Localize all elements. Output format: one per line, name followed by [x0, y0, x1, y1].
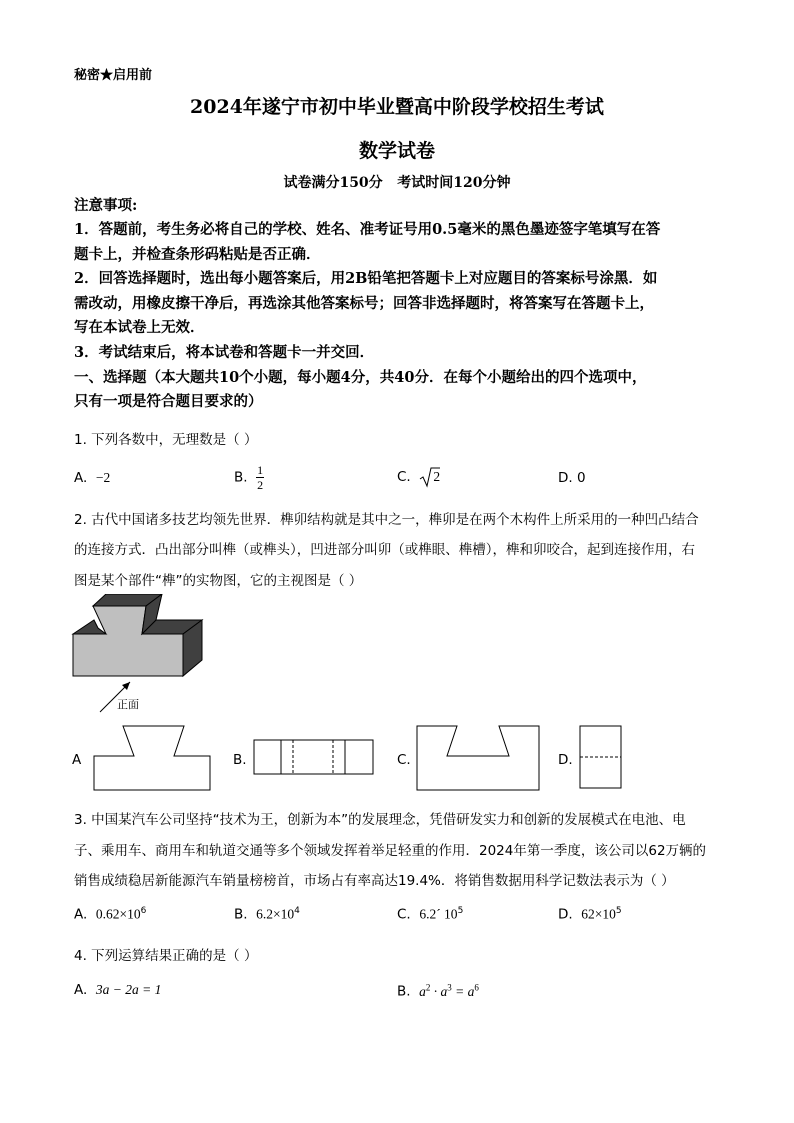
- q3-option-c: C. 6.2´ $10^5$: [397, 906, 464, 923]
- q2-option-b-figure[interactable]: [253, 738, 375, 778]
- notice-line-2: 题卡上，并检查条形码粘贴是否正确．: [74, 246, 321, 263]
- q2-line-1: 2. 古代中国诸多技艺均领先世界．榫卯结构就是其中之一，榫卯是在两个木构件上所采用的一种凹凸结合: [74, 512, 699, 528]
- q3-line-3: 销售成绩稳居新能源汽车销量榜榜首，市场占有率高达19.4%．将销售数据用科学记数法表示为（ ）: [74, 873, 675, 889]
- notice-line-3: 2．回答选择题时，选出每小题答案后，用2B铅笔把答题卡上对应题目的答案标号涂黑．如: [74, 270, 658, 287]
- tenon-3d-figure: [70, 594, 210, 724]
- front-label: 正面: [117, 698, 139, 711]
- q1-option-b: B. $\frac{1}{2}$: [234, 463, 264, 492]
- notice-line-5: 写在本试卷上无效．: [74, 319, 205, 336]
- q3-option-b: B. $6.2\times 10^4$: [234, 906, 300, 923]
- q4-stem: 4. 下列运算结果正确的是（ ）: [74, 948, 258, 964]
- q4-option-a: A. 3a − 2a = 1: [74, 982, 162, 998]
- q2-line-3: 图是某个部件“榫”的实物图，它的主视图是（ ）: [74, 573, 363, 589]
- q1-option-d: D. 0: [558, 470, 586, 486]
- q3-option-a: A. $0.62\times 10^6$: [74, 906, 147, 923]
- notice-heading: 注意事项:: [74, 197, 138, 214]
- notice-line-1: 1．答题前，考生务必将自己的学校、姓名、准考证号用0.5毫米的黑色墨迹签字笔填写在答: [74, 221, 661, 238]
- q1-option-a: A. −2: [74, 470, 111, 486]
- q3-line-1: 3. 中国某汽车公司坚持“技术为王，创新为本”的发展理念，凭借研发实力和创新的发展模式在电池、电: [74, 812, 686, 828]
- exam-title: 2024年遂宁市初中毕业暨高中阶段学校招生考试: [190, 96, 604, 118]
- q1-stem: 1. 下列各数中，无理数是（ ）: [74, 432, 258, 448]
- section1-line-2: 只有一项是符合题目要求的）: [74, 393, 263, 410]
- q3-option-d: D. $62\times 10^5$: [558, 906, 622, 923]
- section1-line-1: 一、选择题（本大题共10个小题，每小题4分，共40分．在每个小题给出的四个选项中，: [74, 369, 647, 386]
- q2-option-d-label: D.: [558, 752, 573, 768]
- q2-option-c-label: C.: [397, 752, 411, 768]
- q2-option-a-figure[interactable]: [90, 722, 214, 792]
- secret-tag: 秘密★启用前: [74, 68, 153, 83]
- q2-option-b-label: B.: [233, 752, 247, 768]
- notice-line-4: 需改动，用橡皮擦干净后，再选涂其他答案标号；回答非选择题时，将答案写在答题卡上，: [74, 295, 654, 312]
- q2-line-2: 的连接方式．凸出部分叫榫（或榫头），凹进部分叫卯（或榫眼、榫槽），榫和卯咬合，起到连接作用，右: [74, 542, 695, 558]
- q2-option-c-figure[interactable]: [415, 722, 541, 792]
- q2-option-d-figure[interactable]: [578, 722, 624, 792]
- q2-option-a-label: A: [72, 752, 82, 768]
- q1-option-c: C. 2: [397, 466, 440, 488]
- q4-option-b: B. $a^2 \cdot a^3 = a^6$: [397, 982, 479, 1000]
- subject-title: 数学试卷: [358, 140, 435, 162]
- notice-line-6: 3．考试结束后，将本试卷和答题卡一并交回．: [74, 344, 375, 361]
- q3-line-2: 子、乘用车、商用车和轨道交通等多个领域发挥着举足轻重的作用．2024年第一季度，该公司以62万辆的: [74, 843, 707, 859]
- exam-info: 试卷满分150分 考试时间120分钟: [283, 175, 511, 191]
